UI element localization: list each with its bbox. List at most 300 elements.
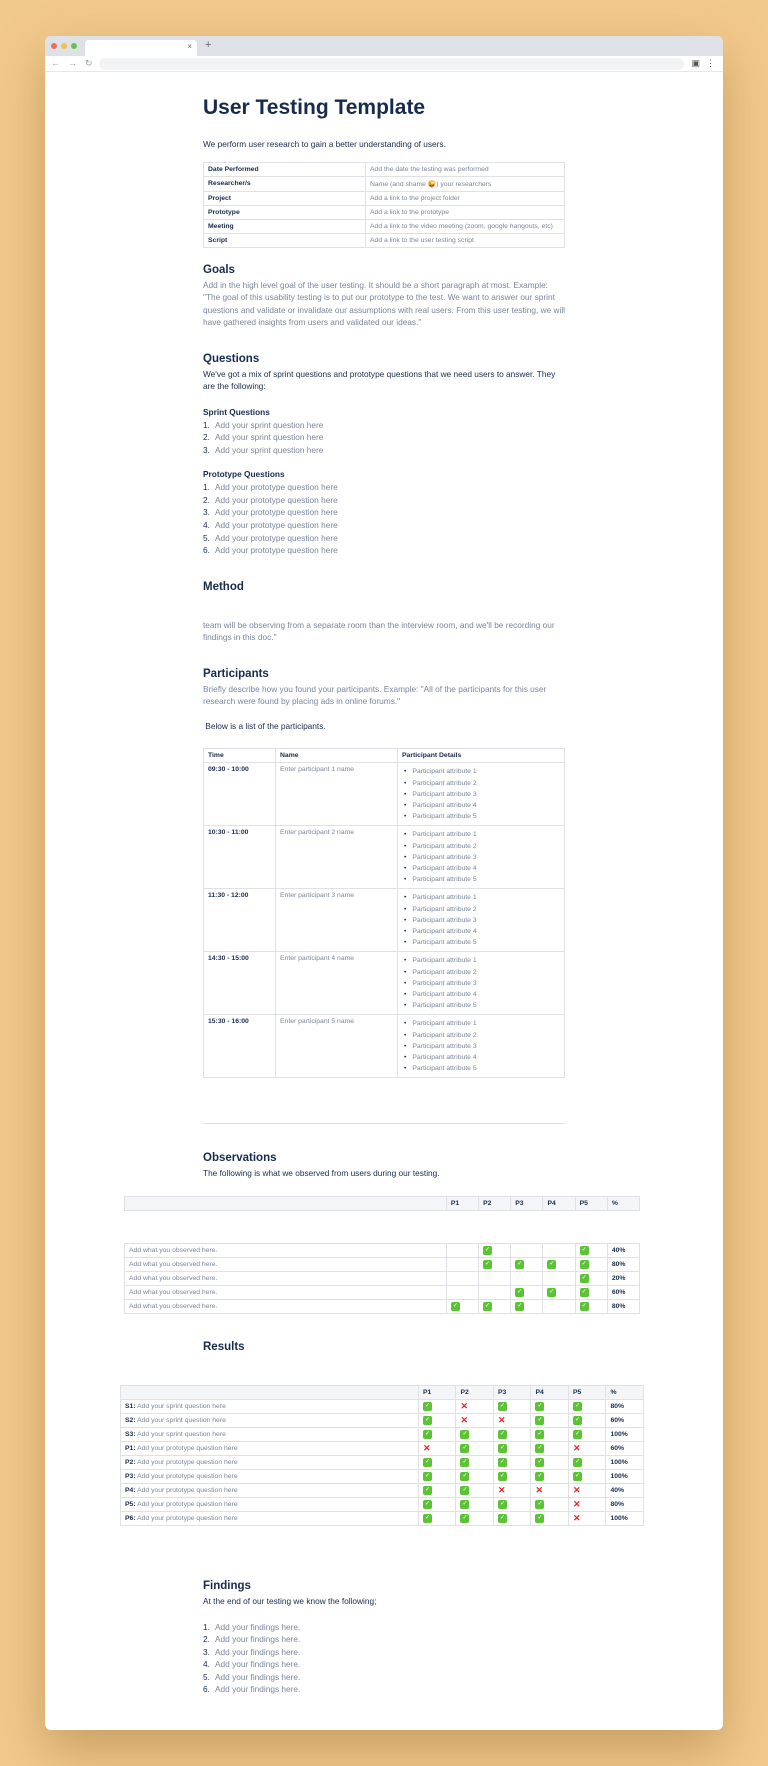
mark-cell[interactable] bbox=[531, 1498, 569, 1512]
list-item-text[interactable]: Add your prototype question here bbox=[215, 507, 338, 518]
check-icon: ✓ bbox=[517, 1289, 523, 1295]
mark-cell[interactable] bbox=[568, 1442, 606, 1456]
info-row bbox=[204, 162, 565, 176]
list-number: 1. bbox=[203, 1621, 210, 1632]
minimize-window-button[interactable] bbox=[61, 43, 67, 49]
participant-attribute[interactable]: • Participant attribute 2 bbox=[402, 1030, 560, 1041]
check-icon: ✓ bbox=[574, 1403, 580, 1409]
finding-item bbox=[203, 1658, 565, 1671]
participant-attribute[interactable]: • Participant attribute 5 bbox=[402, 811, 560, 822]
reload-icon[interactable]: ↻ bbox=[85, 58, 93, 68]
participant-attribute[interactable]: • Participant attribute 1 bbox=[402, 766, 560, 777]
observation-pct: 40% bbox=[607, 1244, 639, 1258]
list-item-text[interactable]: Add your prototype question here bbox=[215, 520, 338, 531]
mark-cell[interactable] bbox=[493, 1512, 531, 1526]
prototype-question-item bbox=[203, 532, 565, 545]
question-text[interactable]: Add your sprint question here bbox=[137, 1417, 226, 1424]
question-id: P2: bbox=[125, 1459, 136, 1466]
participant-attribute[interactable]: • Participant attribute 2 bbox=[402, 967, 560, 978]
questions-intro: We've got a mix of sprint questions and prototype questions that we need users to answer. They are the following: bbox=[203, 368, 556, 391]
cross-icon: ✕ bbox=[535, 1485, 543, 1495]
menu-icon[interactable]: ⋮ bbox=[706, 58, 715, 68]
info-value[interactable]: Add the date the testing was performed bbox=[366, 162, 565, 176]
mark-cell[interactable] bbox=[479, 1272, 511, 1286]
info-value[interactable]: Add a link to the project folder bbox=[366, 191, 565, 205]
participant-details bbox=[398, 889, 565, 952]
info-row bbox=[204, 219, 565, 233]
result-pct: 80% bbox=[606, 1400, 644, 1414]
observation-text[interactable]: Add what you observed here. bbox=[125, 1244, 447, 1258]
list-item-text[interactable]: Add your prototype question here bbox=[215, 482, 338, 493]
mark-cell[interactable] bbox=[568, 1400, 606, 1414]
cross-icon: ✕ bbox=[572, 1443, 581, 1453]
mark-cell[interactable] bbox=[543, 1244, 575, 1258]
result-question[interactable] bbox=[121, 1428, 419, 1442]
mark-cell[interactable] bbox=[531, 1456, 569, 1470]
check-icon: ✓ bbox=[499, 1515, 505, 1521]
participant-attribute[interactable]: • Participant attribute 3 bbox=[402, 789, 560, 800]
participant-attribute[interactable]: • Participant attribute 4 bbox=[402, 863, 560, 874]
mark-cell[interactable] bbox=[456, 1428, 494, 1442]
info-row bbox=[204, 176, 565, 191]
back-icon[interactable]: ← bbox=[51, 58, 60, 68]
browser-toolbar bbox=[45, 56, 723, 72]
new-tab-button[interactable]: + bbox=[205, 39, 212, 51]
mark-cell[interactable] bbox=[446, 1258, 478, 1272]
page-title: User Testing Template bbox=[203, 96, 426, 119]
result-question[interactable] bbox=[121, 1470, 419, 1484]
mark-cell[interactable] bbox=[543, 1286, 575, 1300]
info-value[interactable]: Add a link to the user testing script bbox=[366, 233, 565, 247]
question-id: S2: bbox=[125, 1417, 136, 1424]
method-text[interactable]: team will be observing from a separate room than the interview room, and we'll be recording our findings in this doc." bbox=[203, 619, 555, 643]
goals-text[interactable]: Add in the high level goal of the user testing. It should be a short paragraph at most. Example: "The goal of this usability testing is to put our prototype to the test. We want to answer our sprint questions and validate or invalidate our assumptions with real users. From this user testing, we will have gathered insights from users and validated our ideas." bbox=[203, 279, 566, 327]
profile-icon[interactable]: ▣ bbox=[691, 58, 700, 68]
check-icon: ✓ bbox=[499, 1445, 505, 1451]
result-question[interactable] bbox=[121, 1498, 419, 1512]
participant-time: 09:30 - 10:00 bbox=[204, 763, 276, 826]
info-label: Project bbox=[204, 191, 366, 205]
list-item-text[interactable]: Add your sprint question here bbox=[215, 419, 324, 430]
question-id: S3: bbox=[125, 1431, 136, 1438]
participant-attribute[interactable]: • Participant attribute 3 bbox=[402, 978, 560, 989]
finding-item bbox=[203, 1633, 565, 1646]
list-number: 5. bbox=[203, 532, 210, 543]
mark-cell[interactable] bbox=[456, 1456, 494, 1470]
mark-cell[interactable] bbox=[493, 1414, 531, 1428]
prototype-question-item bbox=[203, 494, 565, 507]
list-item-text[interactable]: Add your findings here. bbox=[215, 1671, 301, 1682]
check-icon: ✓ bbox=[499, 1431, 505, 1437]
participant-time: 11:30 - 12:00 bbox=[204, 889, 276, 952]
mark-cell[interactable] bbox=[418, 1512, 456, 1526]
close-tab-icon[interactable]: × bbox=[187, 42, 192, 51]
check-icon: ✓ bbox=[424, 1501, 430, 1507]
check-icon: ✓ bbox=[462, 1431, 468, 1437]
check-icon: ✓ bbox=[424, 1417, 430, 1423]
participant-name[interactable]: Enter participant 4 name bbox=[276, 952, 398, 1015]
list-item-text[interactable]: Add your findings here. bbox=[215, 1634, 301, 1645]
participant-name[interactable]: Enter participant 5 name bbox=[276, 1015, 398, 1078]
participant-attribute[interactable]: • Participant attribute 1 bbox=[402, 955, 560, 966]
observations-table-wrap bbox=[124, 1196, 640, 1314]
observation-row bbox=[125, 1286, 640, 1300]
observations-intro: The following is what we observed from users during our testing. bbox=[203, 1168, 440, 1178]
info-label: Script bbox=[204, 233, 366, 247]
question-text[interactable]: Add your sprint question here bbox=[137, 1403, 226, 1410]
goals-heading: Goals bbox=[203, 263, 235, 276]
mark-cell[interactable] bbox=[575, 1272, 607, 1286]
mark-cell[interactable] bbox=[418, 1484, 456, 1498]
mark-cell[interactable] bbox=[575, 1244, 607, 1258]
cross-icon: ✕ bbox=[422, 1443, 431, 1453]
document bbox=[203, 96, 565, 1078]
mark-cell[interactable] bbox=[511, 1244, 543, 1258]
result-row bbox=[121, 1470, 644, 1484]
check-icon: ✓ bbox=[537, 1431, 543, 1437]
results-heading: Results bbox=[203, 1341, 245, 1353]
mark-cell[interactable] bbox=[456, 1484, 494, 1498]
participant-attribute[interactable]: • Participant attribute 5 bbox=[402, 1000, 560, 1011]
observation-pct: 80% bbox=[607, 1258, 639, 1272]
participants-text[interactable]: Briefly describe how you found your participants. Example: "All of the participants for this user research were found by placing ads in online forums." bbox=[203, 683, 547, 707]
list-number: 6. bbox=[203, 1684, 210, 1695]
results-table bbox=[120, 1385, 644, 1526]
info-value[interactable]: Name (and shame 😜) your researchers bbox=[366, 176, 565, 191]
result-pct: 60% bbox=[606, 1442, 644, 1456]
check-icon: ✓ bbox=[485, 1247, 491, 1253]
mark-cell[interactable] bbox=[543, 1272, 575, 1286]
results-section bbox=[203, 1341, 245, 1356]
participant-row bbox=[204, 889, 565, 952]
mark-cell[interactable] bbox=[575, 1286, 607, 1300]
mark-cell[interactable] bbox=[493, 1428, 531, 1442]
info-value[interactable]: Add a link to the video meeting (zoom, google hangouts, etc) bbox=[366, 219, 565, 233]
mark-cell[interactable] bbox=[493, 1456, 531, 1470]
participant-attribute[interactable]: • Participant attribute 4 bbox=[402, 1052, 560, 1063]
check-icon: ✓ bbox=[574, 1473, 580, 1479]
check-icon: ✓ bbox=[537, 1445, 543, 1451]
check-icon: ✓ bbox=[499, 1459, 505, 1465]
participant-attribute[interactable]: • Participant attribute 3 bbox=[402, 1041, 560, 1052]
participant-attribute[interactable]: • Participant attribute 5 bbox=[402, 874, 560, 885]
mark-cell[interactable] bbox=[493, 1484, 531, 1498]
mark-cell[interactable] bbox=[418, 1456, 456, 1470]
observation-text[interactable]: Add what you observed here. bbox=[125, 1286, 447, 1300]
observations-header-table bbox=[124, 1196, 640, 1211]
obs-col-header: % bbox=[607, 1197, 639, 1211]
close-window-button[interactable] bbox=[51, 43, 57, 49]
mark-cell[interactable] bbox=[418, 1400, 456, 1414]
finding-item bbox=[203, 1621, 565, 1634]
check-icon: ✓ bbox=[581, 1247, 587, 1253]
list-item-text[interactable]: Add your findings here. bbox=[215, 1646, 301, 1657]
participant-row bbox=[204, 1015, 565, 1078]
participant-row bbox=[204, 952, 565, 1015]
check-icon: ✓ bbox=[462, 1459, 468, 1465]
check-icon: ✓ bbox=[517, 1261, 523, 1267]
question-id: P1: bbox=[125, 1445, 136, 1452]
participant-attribute[interactable]: • Participant attribute 1 bbox=[402, 1018, 560, 1029]
question-id: P5: bbox=[125, 1501, 136, 1508]
mark-cell[interactable] bbox=[531, 1428, 569, 1442]
result-question[interactable] bbox=[121, 1400, 419, 1414]
mark-cell[interactable] bbox=[456, 1442, 494, 1456]
findings-intro: At the end of our testing we know the following; bbox=[203, 1596, 377, 1606]
result-question[interactable] bbox=[121, 1414, 419, 1428]
mark-cell[interactable] bbox=[543, 1258, 575, 1272]
participant-name[interactable]: Enter participant 3 name bbox=[276, 889, 398, 952]
list-item-text[interactable]: Add your sprint question here bbox=[215, 432, 324, 443]
cross-icon: ✕ bbox=[572, 1499, 581, 1509]
questions-heading: Questions bbox=[203, 352, 260, 365]
mark-cell[interactable] bbox=[531, 1484, 569, 1498]
participant-attribute[interactable]: • Participant attribute 4 bbox=[402, 800, 560, 811]
check-icon: ✓ bbox=[424, 1403, 430, 1409]
participant-attribute[interactable]: • Participant attribute 5 bbox=[402, 937, 560, 948]
question-id: P3: bbox=[125, 1473, 136, 1480]
result-pct: 100% bbox=[606, 1456, 644, 1470]
list-item-text[interactable]: Add your findings here. bbox=[215, 1684, 301, 1695]
question-id: P6: bbox=[125, 1515, 136, 1522]
mark-cell[interactable] bbox=[446, 1272, 478, 1286]
mark-cell[interactable] bbox=[531, 1414, 569, 1428]
check-icon: ✓ bbox=[581, 1261, 587, 1267]
browser-tab[interactable] bbox=[85, 40, 197, 56]
participant-time: 14:30 - 15:00 bbox=[204, 952, 276, 1015]
participant-name[interactable]: Enter participant 2 name bbox=[276, 826, 398, 889]
mark-cell[interactable] bbox=[531, 1512, 569, 1526]
check-icon: ✓ bbox=[462, 1501, 468, 1507]
mark-cell[interactable] bbox=[493, 1498, 531, 1512]
sprint-question-item bbox=[203, 419, 565, 432]
results-col-header: P3 bbox=[493, 1386, 531, 1400]
sprint-question-item bbox=[203, 431, 565, 444]
observation-text[interactable]: Add what you observed here. bbox=[125, 1258, 447, 1272]
obs-col-header: P5 bbox=[575, 1197, 607, 1211]
results-col-header: P2 bbox=[456, 1386, 494, 1400]
mark-cell[interactable] bbox=[511, 1272, 543, 1286]
participant-attribute[interactable]: • Participant attribute 1 bbox=[402, 829, 560, 840]
results-table-wrap bbox=[120, 1385, 644, 1526]
observation-row bbox=[125, 1300, 640, 1314]
mark-cell[interactable] bbox=[418, 1470, 456, 1484]
check-icon: ✓ bbox=[424, 1431, 430, 1437]
result-pct: 60% bbox=[606, 1414, 644, 1428]
cross-icon: ✕ bbox=[460, 1415, 468, 1425]
mark-cell[interactable] bbox=[479, 1300, 511, 1314]
participant-row bbox=[204, 763, 565, 826]
observation-text[interactable]: Add what you observed here. bbox=[125, 1300, 447, 1314]
info-label: Meeting bbox=[204, 219, 366, 233]
mark-cell[interactable] bbox=[479, 1258, 511, 1272]
mark-cell[interactable] bbox=[531, 1400, 569, 1414]
forward-icon[interactable]: → bbox=[68, 58, 77, 68]
observation-pct: 60% bbox=[607, 1286, 639, 1300]
info-label: Date Performed bbox=[204, 162, 366, 176]
attribute-list bbox=[402, 955, 560, 1011]
obs-col-header: P1 bbox=[446, 1197, 478, 1211]
check-icon: ✓ bbox=[581, 1275, 587, 1281]
mark-cell[interactable] bbox=[493, 1470, 531, 1484]
results-col-header: P1 bbox=[418, 1386, 456, 1400]
list-item-text[interactable]: Add your prototype question here bbox=[215, 532, 338, 543]
participant-attribute[interactable]: • Participant attribute 2 bbox=[402, 778, 560, 789]
list-item-text[interactable]: Add your findings here. bbox=[215, 1621, 301, 1632]
participant-attribute[interactable]: • Participant attribute 5 bbox=[402, 1063, 560, 1074]
info-table bbox=[203, 162, 565, 248]
check-icon: ✓ bbox=[537, 1459, 543, 1465]
list-item-text[interactable]: Add your prototype question here bbox=[215, 494, 338, 505]
mark-cell[interactable] bbox=[493, 1442, 531, 1456]
window-controls bbox=[51, 43, 77, 49]
mark-cell[interactable] bbox=[568, 1484, 606, 1498]
col-details: Participant Details bbox=[398, 749, 565, 763]
observation-pct: 20% bbox=[607, 1272, 639, 1286]
mark-cell[interactable] bbox=[479, 1244, 511, 1258]
mark-cell[interactable] bbox=[568, 1512, 606, 1526]
mark-cell[interactable] bbox=[456, 1470, 494, 1484]
list-number: 1. bbox=[203, 482, 210, 493]
mark-cell[interactable] bbox=[531, 1470, 569, 1484]
mark-cell[interactable] bbox=[568, 1414, 606, 1428]
participant-time: 15:30 - 16:00 bbox=[204, 1015, 276, 1078]
mark-cell[interactable] bbox=[575, 1300, 607, 1314]
participant-attribute[interactable]: • Participant attribute 4 bbox=[402, 926, 560, 937]
question-text[interactable]: Add your prototype question here bbox=[137, 1459, 238, 1466]
mark-cell[interactable] bbox=[479, 1286, 511, 1300]
participant-attribute[interactable]: • Participant attribute 4 bbox=[402, 989, 560, 1000]
list-number: 1. bbox=[203, 419, 210, 430]
participant-attribute[interactable]: • Participant attribute 2 bbox=[402, 841, 560, 852]
mark-cell[interactable] bbox=[568, 1498, 606, 1512]
question-text[interactable]: Add your prototype question here bbox=[137, 1473, 238, 1480]
attribute-list bbox=[402, 892, 560, 948]
mark-cell[interactable] bbox=[511, 1286, 543, 1300]
list-number: 6. bbox=[203, 545, 210, 556]
participant-attribute[interactable]: • Participant attribute 2 bbox=[402, 904, 560, 915]
cross-icon: ✕ bbox=[497, 1415, 506, 1425]
check-icon: ✓ bbox=[462, 1487, 468, 1493]
mark-cell[interactable] bbox=[446, 1244, 478, 1258]
question-text[interactable]: Add your prototype question here bbox=[137, 1487, 238, 1494]
mark-cell[interactable] bbox=[543, 1300, 575, 1314]
mark-cell[interactable] bbox=[568, 1456, 606, 1470]
result-row bbox=[121, 1442, 644, 1456]
mark-cell[interactable] bbox=[456, 1498, 494, 1512]
results-col-header: % bbox=[606, 1386, 644, 1400]
mark-cell[interactable] bbox=[456, 1400, 494, 1414]
mark-cell[interactable] bbox=[568, 1428, 606, 1442]
check-icon: ✓ bbox=[549, 1261, 555, 1267]
mark-cell[interactable] bbox=[493, 1400, 531, 1414]
participant-attribute[interactable]: • Participant attribute 1 bbox=[402, 892, 560, 903]
mark-cell[interactable] bbox=[446, 1300, 478, 1314]
participants-table bbox=[203, 748, 565, 1078]
mark-cell[interactable] bbox=[456, 1414, 494, 1428]
list-item-text[interactable]: Add your findings here. bbox=[215, 1659, 301, 1670]
obs-col-header bbox=[125, 1197, 447, 1211]
check-icon: ✓ bbox=[499, 1473, 505, 1479]
result-question[interactable] bbox=[121, 1456, 419, 1470]
participant-attribute[interactable]: • Participant attribute 3 bbox=[402, 852, 560, 863]
result-question[interactable] bbox=[121, 1512, 419, 1526]
list-item-text[interactable]: Add your sprint question here bbox=[215, 444, 324, 455]
result-question[interactable] bbox=[121, 1442, 419, 1456]
finding-item bbox=[203, 1646, 565, 1659]
cross-icon: ✕ bbox=[572, 1485, 581, 1495]
result-row bbox=[121, 1498, 644, 1512]
divider bbox=[203, 1123, 565, 1124]
participant-attribute[interactable]: • Participant attribute 3 bbox=[402, 915, 560, 926]
info-value[interactable]: Add a link to the prototype bbox=[366, 205, 565, 219]
address-bar[interactable] bbox=[99, 58, 684, 70]
question-text[interactable]: Add your prototype question here bbox=[137, 1515, 238, 1522]
participant-time: 10:30 - 11:00 bbox=[204, 826, 276, 889]
list-number: 4. bbox=[203, 520, 210, 531]
participant-details bbox=[398, 763, 565, 826]
list-number: 5. bbox=[203, 1671, 210, 1682]
mark-cell[interactable] bbox=[418, 1498, 456, 1512]
prototype-question-item bbox=[203, 519, 565, 532]
mark-cell[interactable] bbox=[418, 1428, 456, 1442]
result-row bbox=[121, 1428, 644, 1442]
sprint-questions-heading: Sprint Questions bbox=[203, 406, 270, 417]
mark-cell[interactable] bbox=[456, 1512, 494, 1526]
observation-text[interactable]: Add what you observed here. bbox=[125, 1272, 447, 1286]
finding-item bbox=[203, 1683, 565, 1696]
participant-name[interactable]: Enter participant 1 name bbox=[276, 763, 398, 826]
mark-cell[interactable] bbox=[531, 1442, 569, 1456]
participants-heading: Participants bbox=[203, 667, 269, 680]
prototype-questions-heading: Prototype Questions bbox=[203, 469, 285, 480]
result-question[interactable] bbox=[121, 1484, 419, 1498]
check-icon: ✓ bbox=[537, 1501, 543, 1507]
check-icon: ✓ bbox=[537, 1403, 543, 1409]
mark-cell[interactable] bbox=[568, 1470, 606, 1484]
findings-heading: Findings bbox=[203, 1580, 251, 1592]
question-text[interactable]: Add your sprint question here bbox=[137, 1431, 226, 1438]
question-text[interactable]: Add your prototype question here bbox=[137, 1445, 238, 1452]
question-text[interactable]: Add your prototype question here bbox=[137, 1501, 238, 1508]
mark-cell[interactable] bbox=[575, 1258, 607, 1272]
check-icon: ✓ bbox=[424, 1515, 430, 1521]
mark-cell[interactable] bbox=[511, 1300, 543, 1314]
observation-row bbox=[125, 1272, 640, 1286]
result-row bbox=[121, 1484, 644, 1498]
participant-details bbox=[398, 952, 565, 1015]
mark-cell[interactable] bbox=[418, 1414, 456, 1428]
result-row bbox=[121, 1512, 644, 1526]
mark-cell[interactable] bbox=[418, 1442, 456, 1456]
maximize-window-button[interactable] bbox=[71, 43, 77, 49]
cross-icon: ✕ bbox=[572, 1513, 581, 1523]
check-icon: ✓ bbox=[462, 1515, 468, 1521]
mark-cell[interactable] bbox=[446, 1286, 478, 1300]
mark-cell[interactable] bbox=[511, 1258, 543, 1272]
info-row bbox=[204, 191, 565, 205]
list-number: 3. bbox=[203, 507, 210, 518]
list-item-text[interactable]: Add your prototype question here bbox=[215, 545, 338, 556]
list-number: 3. bbox=[203, 1646, 210, 1657]
cross-icon: ✕ bbox=[497, 1485, 506, 1495]
participant-details bbox=[398, 826, 565, 889]
result-row bbox=[121, 1414, 644, 1428]
observations-table bbox=[124, 1243, 640, 1314]
obs-col-header: P2 bbox=[479, 1197, 511, 1211]
findings-list bbox=[203, 1621, 565, 1697]
findings-section bbox=[203, 1580, 565, 1696]
